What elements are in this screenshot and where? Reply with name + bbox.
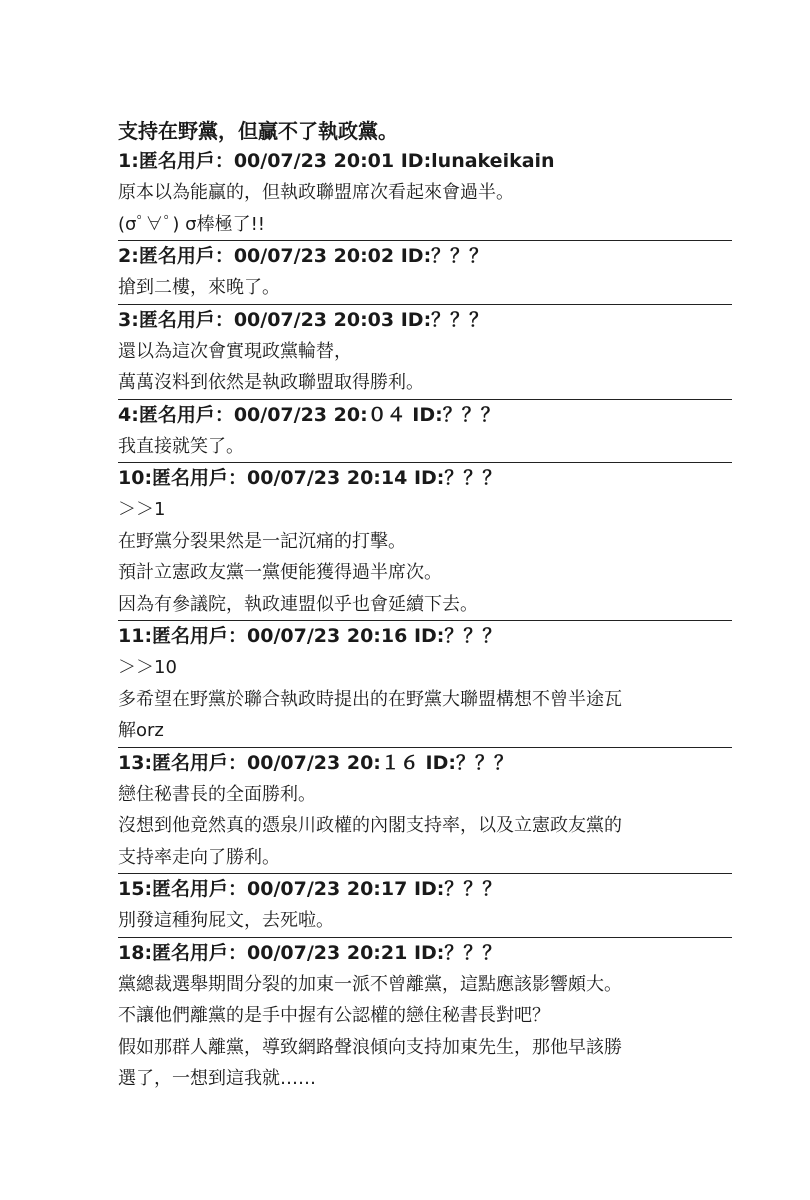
post-text-line: 萬萬沒料到依然是執政聯盟取得勝利。 — [118, 372, 424, 393]
post-header: 10:匿名用戶：00/07/23 20:14 ID:？？？ — [118, 467, 502, 489]
post-text-line: (σﾟ∀ﾟ) σ棒極了!! — [118, 213, 266, 235]
post-text-line: 因為有參議院，執政連盟似乎也會延續下去。 — [118, 593, 478, 615]
post-header: 11:匿名用戶：00/07/23 20:16 ID:？？？ — [118, 625, 502, 647]
post-text-line: 支持率走向了勝利。 — [118, 846, 280, 868]
post-text-line: 沒想到他竟然真的憑泉川政權的內閣支持率，以及立憲政友黨的 — [118, 815, 622, 836]
post-header: 2:匿名用戶：00/07/23 20:02 ID:？？？ — [118, 245, 489, 267]
post-text-line: ＞＞10 — [118, 657, 177, 678]
post-header: 1:匿名用戶：00/07/23 20:01 ID:lunakeikain — [118, 150, 555, 172]
post-text-line: 不讓他們離黨的是手中握有公認權的戀住秘書長對吧？ — [118, 1005, 550, 1026]
post-header: 3:匿名用戶：00/07/23 20:03 ID:？？？ — [118, 308, 489, 331]
thread-title: 支持在野黨，但贏不了執政黨。 — [118, 119, 398, 143]
post-header: 4:匿名用戶：00/07/23 20:０４ ID:？？？ — [118, 403, 500, 426]
post — [118, 240, 732, 304]
post — [118, 399, 732, 463]
post-header: 15:匿名用戶：00/07/23 20:17 ID:？？？ — [118, 878, 502, 900]
post — [118, 873, 732, 937]
post-text-line: 在野黨分裂果然是一記沉痛的打擊。 — [118, 530, 406, 552]
post-text-line: 黨總裁選舉期間分裂的加東一派不曾離黨，這點應該影響頗大。 — [118, 973, 622, 995]
post-text-line: 別發這種狗屁文，去死啦。 — [118, 910, 334, 931]
post — [118, 747, 732, 874]
post-header: 13:匿名用戶：00/07/23 20:１６ ID:？？？ — [118, 751, 513, 774]
post-text-line: ＞＞1 — [118, 499, 166, 520]
post — [118, 462, 732, 620]
thread-content — [118, 116, 732, 1095]
post-text-line: 假如那群人離黨，導致網路聲浪傾向支持加東先生，那他早該勝 — [118, 1036, 622, 1058]
post-text-line: 多希望在野黨於聯合執政時提出的在野黨大聯盟構想不曾半途瓦 — [118, 688, 622, 710]
post — [118, 304, 732, 399]
post-list — [118, 146, 732, 1095]
post — [118, 937, 732, 1095]
post-text-line: 戀住秘書長的全面勝利。 — [118, 783, 316, 805]
post — [118, 146, 732, 240]
post-text-line: 我直接就笑了。 — [118, 435, 244, 457]
post-text-line: 原本以為能贏的，但執政聯盟席次看起來會過半。 — [118, 182, 514, 203]
post-text-line: 搶到二樓，來晚了。 — [118, 277, 280, 298]
post-text-line: 選了，一想到這我就…… — [118, 1068, 316, 1089]
post — [118, 620, 732, 747]
post-header: 18:匿名用戶：00/07/23 20:21 ID:？？？ — [118, 941, 502, 964]
post-text-line: 解orz — [118, 720, 164, 741]
post-text-line: 還以為這次會實現政黨輪替， — [118, 340, 352, 362]
post-text-line: 預計立憲政友黨一黨便能獲得過半席次。 — [118, 562, 442, 583]
